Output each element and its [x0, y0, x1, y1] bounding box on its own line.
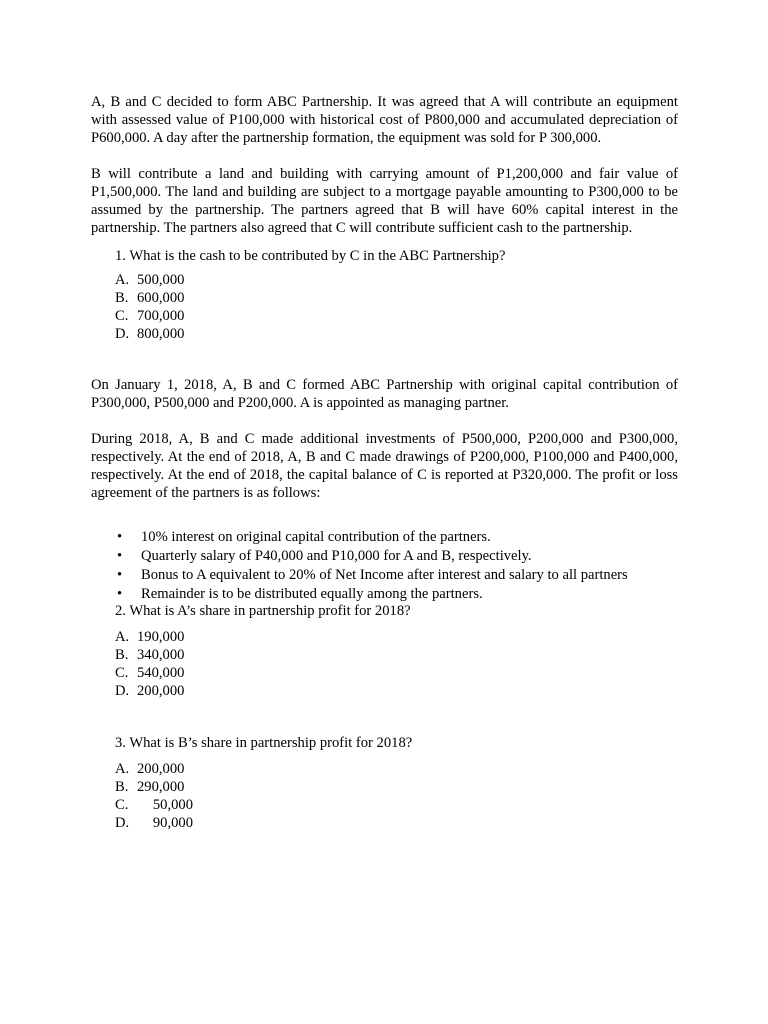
- option-letter: D.: [115, 326, 130, 342]
- option-letter: C.: [115, 665, 129, 681]
- option-item: [115, 682, 678, 700]
- option-letter: B.: [115, 647, 129, 663]
- bullet-icon: [91, 566, 141, 585]
- bullet-item: [91, 547, 678, 566]
- option-item: [115, 778, 678, 796]
- option-item: [115, 796, 678, 814]
- option-item: [115, 307, 678, 325]
- option-letter: D.: [115, 815, 130, 831]
- option-value: 190,000: [137, 629, 185, 645]
- question-1: 1. What is the cash to be contributed by C in the ABC Partnership?: [115, 248, 506, 264]
- bullet-text: Bonus to A equivalent to 20% of Net Income after interest and salary to all partners: [141, 567, 628, 583]
- bullet-text: Quarterly salary of P40,000 and P10,000 for A and B, respectively.: [141, 548, 532, 564]
- question-2-options: [91, 628, 678, 700]
- problem1-paragraph-1: A, B and C decided to form ABC Partnership. It was agreed that A will contribute an equipment with assessed value of P100,000 with historical cost of P800,000 and accumulated depreciation of P600,000. A day after the partnership formation, the equipment was sold for P 300,000.: [91, 94, 678, 146]
- problem1-paragraph-2: B will contribute a land and building with carrying amount of P1,200,000 and fair value of P1,500,000. The land and building are subject to a mortgage payable amounting to P300,000 to be assumed by the partnership. The partners agreed that B will have 60% capital interest in the partnership. The partners also agreed that C will contribute sufficient cash to the partnership.: [91, 166, 678, 236]
- option-value: 500,000: [137, 272, 185, 288]
- option-letter: A.: [115, 761, 130, 777]
- problem2-paragraph-2: During 2018, A, B and C made additional investments of P500,000, P200,000 and P300,000, respectively. At the end of 2018, A, B and C made drawings of P200,000, P100,000 and P400,000, respectively. At the end of 2018, the capital balance of C is reported at P320,000. The profit or loss agreement of the partners is as follows:: [91, 431, 678, 501]
- option-value: 290,000: [137, 779, 185, 795]
- question-1-options: [91, 271, 678, 343]
- question-2: 2. What is A’s share in partnership profit for 2018?: [115, 603, 411, 619]
- option-item: [115, 664, 678, 682]
- question-3-options: [91, 760, 678, 832]
- option-letter: A.: [115, 272, 130, 288]
- bullet-icon: [91, 547, 141, 566]
- option-value: 90,000: [152, 815, 193, 831]
- option-value: 700,000: [137, 308, 185, 324]
- bullet-item: [91, 566, 678, 585]
- option-item: [115, 271, 678, 289]
- option-item: [115, 289, 678, 307]
- option-value: 50,000: [152, 797, 193, 813]
- document-page: [91, 93, 678, 832]
- bullet-item: [91, 528, 678, 547]
- option-letter: B.: [115, 290, 129, 306]
- option-item: [115, 760, 678, 778]
- bullet-text: Remainder is to be distributed equally among the partners.: [141, 586, 483, 602]
- option-value: 600,000: [137, 290, 185, 306]
- option-value: 200,000: [137, 683, 185, 699]
- option-letter: B.: [115, 779, 129, 795]
- option-letter: A.: [115, 629, 130, 645]
- profit-agreement-list: [91, 528, 678, 604]
- option-item: [115, 628, 678, 646]
- option-item: [115, 646, 678, 664]
- option-value: 200,000: [137, 761, 185, 777]
- problem2-paragraph-1: On January 1, 2018, A, B and C formed ABC Partnership with original capital contribution of P300,000, P500,000 and P200,000. A is appointed as managing partner.: [91, 377, 678, 411]
- option-letter: C.: [115, 308, 129, 324]
- option-value: 800,000: [137, 326, 185, 342]
- bullet-icon: [91, 528, 141, 547]
- bullet-text: 10% interest on original capital contribution of the partners.: [141, 529, 491, 545]
- option-item: [115, 814, 678, 832]
- option-letter: C.: [115, 797, 129, 813]
- option-item: [115, 325, 678, 343]
- option-value: 540,000: [137, 665, 185, 681]
- question-3: 3. What is B’s share in partnership profit for 2018?: [115, 735, 413, 751]
- option-value: 340,000: [137, 647, 185, 663]
- option-letter: D.: [115, 683, 130, 699]
